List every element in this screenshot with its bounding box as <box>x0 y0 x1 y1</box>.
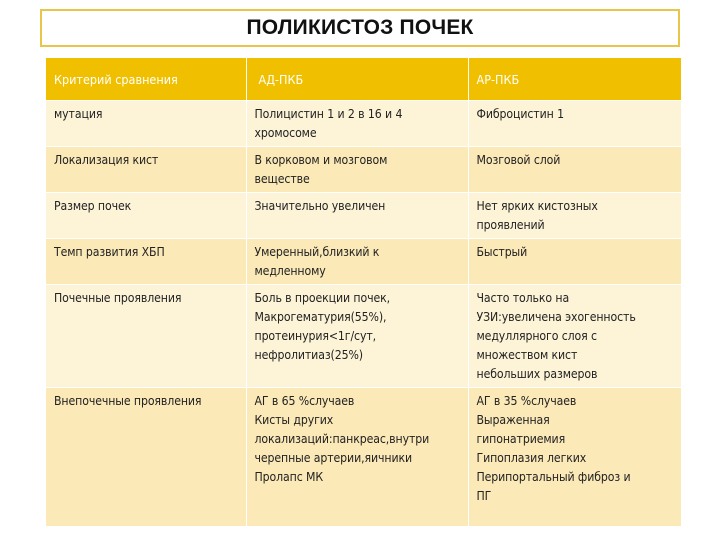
criterion-text: Темп развития ХБП <box>54 245 165 259</box>
table-row <box>46 388 681 526</box>
comparison-table <box>46 58 681 526</box>
cell-ar <box>468 285 681 388</box>
table-row <box>46 101 681 147</box>
ad-line: Умеренный,близкий к <box>254 245 380 259</box>
ar-line: ПГ <box>476 489 492 503</box>
ad-line: медленному <box>254 264 326 278</box>
ar-line: Фиброцистин 1 <box>476 107 564 121</box>
ad-line: нефролитиаз(25%) <box>254 348 363 362</box>
ar-line: Перипортальный фиброз и <box>476 470 631 484</box>
ad-line: Макрогематурия(55%), <box>254 310 387 324</box>
ar-line: гипонатриемия <box>476 432 566 446</box>
title-box <box>40 9 680 47</box>
cell-ar <box>468 193 681 239</box>
cell-ad <box>246 147 468 193</box>
header-criterion: Критерий сравнения <box>46 58 246 101</box>
ar-line: АГ в 35 %случаев <box>476 394 577 408</box>
ar-line: множеством кист <box>476 348 578 362</box>
table-row <box>46 285 681 388</box>
ad-line: протеинурия<1г/сут, <box>254 329 377 343</box>
ad-line: черепные артерии,яичники <box>254 451 413 465</box>
cell-criterion <box>46 388 246 526</box>
ad-line: веществе <box>254 172 310 186</box>
criterion-text: Размер почек <box>54 199 132 213</box>
ar-line: медуллярного слоя с <box>476 329 597 343</box>
table-row <box>46 239 681 285</box>
cell-ar <box>468 388 681 526</box>
ad-line: Полицистин 1 и 2 в 16 и 4 <box>254 107 403 121</box>
cell-criterion <box>46 239 246 285</box>
cell-ad <box>246 101 468 147</box>
cell-criterion <box>46 193 246 239</box>
ad-line: хромосоме <box>254 126 317 140</box>
cell-criterion <box>46 285 246 388</box>
ar-line: Быстрый <box>476 245 528 259</box>
ar-line: Мозговой слой <box>476 153 561 167</box>
cell-criterion <box>46 101 246 147</box>
table-row <box>46 147 681 193</box>
header-ar-pkb: АР-ПКБ <box>468 58 681 101</box>
criterion-text: Почечные проявления <box>54 291 182 305</box>
cell-ad <box>246 388 468 526</box>
ar-line: УЗИ:увеличена эхогенность <box>476 310 636 324</box>
ar-line: Выраженная <box>476 413 550 427</box>
ad-line: Значительно увеличен <box>254 199 386 213</box>
cell-ar <box>468 239 681 285</box>
criterion-text: мутация <box>54 107 103 121</box>
ad-line: В корковом и мозговом <box>254 153 388 167</box>
cell-ar <box>468 147 681 193</box>
ar-line: проявлений <box>476 218 545 232</box>
ad-line: Боль в проекции почек, <box>254 291 391 305</box>
table-row <box>46 193 681 239</box>
page-title: ПОЛИКИСТОЗ ПОЧЕК <box>246 16 474 39</box>
ar-line: Нет ярких кистозных <box>476 199 598 213</box>
ar-line: Гипоплазия легких <box>476 451 587 465</box>
ad-line: локализаций:панкреас,внутри <box>254 432 430 446</box>
ad-line: Кисты других <box>254 413 334 427</box>
cell-ad <box>246 193 468 239</box>
cell-ad <box>246 239 468 285</box>
criterion-text: Локализация кист <box>54 153 159 167</box>
criterion-text: Внепочечные проявления <box>54 394 202 408</box>
cell-criterion <box>46 147 246 193</box>
ar-line: Часто только на <box>476 291 570 305</box>
header-ad-pkb: АД-ПКБ <box>246 58 468 101</box>
table-header-row <box>46 58 681 101</box>
cell-ad <box>246 285 468 388</box>
ad-line: Пролапс МК <box>254 470 324 484</box>
ad-line: АГ в 65 %случаев <box>254 394 355 408</box>
ar-line: небольших размеров <box>476 367 598 381</box>
cell-ar <box>468 101 681 147</box>
